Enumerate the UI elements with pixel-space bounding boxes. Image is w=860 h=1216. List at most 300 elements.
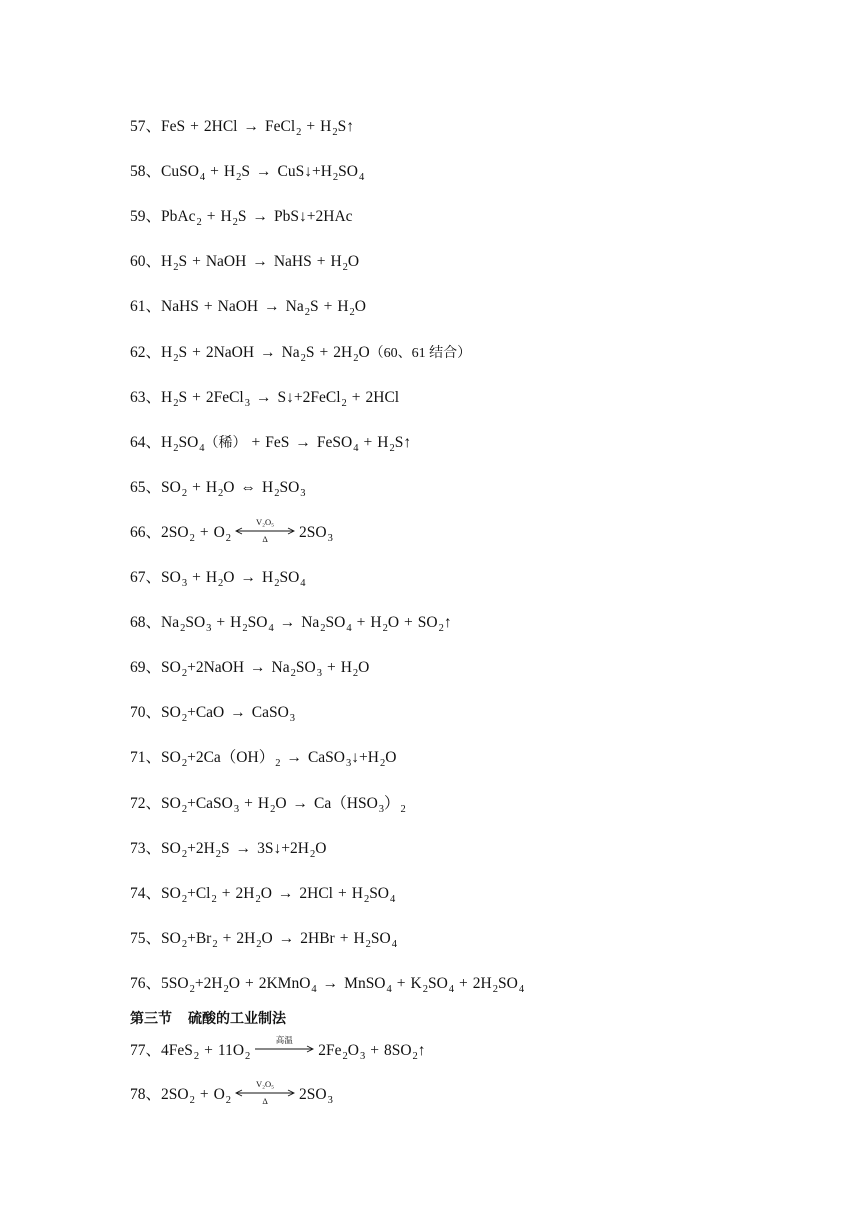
subscript: 2	[180, 623, 186, 635]
formula-text: Ca（HSO	[314, 794, 378, 812]
formula-text: O	[347, 253, 360, 271]
equation-row	[130, 518, 333, 548]
subscript: 2	[290, 668, 296, 680]
formula-text: PbS	[274, 208, 300, 226]
subscript: 2	[189, 983, 195, 995]
subscript: 2	[353, 352, 359, 364]
formula-text: +Cl	[187, 884, 211, 902]
subscript: 3	[327, 1095, 333, 1106]
formula-text: NaHS	[273, 253, 312, 271]
subscript: 2	[215, 848, 222, 860]
subscript: 4	[268, 623, 274, 635]
subscript: 2	[332, 172, 339, 184]
formula-text: 2SO	[299, 1086, 327, 1103]
formula-text: SO	[498, 974, 518, 992]
equation-number: 62、	[130, 343, 162, 361]
plus-sign: +	[190, 118, 199, 135]
formula-text: SO	[161, 478, 181, 496]
formula-text: 2KMnO	[258, 974, 311, 992]
formula-text: H	[161, 388, 173, 406]
formula-text: SO	[427, 974, 448, 992]
subscript: 2	[304, 307, 310, 319]
subscript: 2	[181, 668, 188, 680]
formula-text: ↓	[273, 839, 282, 857]
subscript: 2	[189, 1095, 195, 1106]
formula-text: SO	[370, 929, 391, 947]
formula-text: SO	[247, 614, 268, 632]
formula-text: O	[315, 839, 327, 857]
formula-text: O	[358, 659, 370, 677]
equation-number: 63、	[130, 388, 162, 406]
formula-text: H	[205, 569, 218, 586]
subscript: 4	[311, 983, 317, 995]
subscript: 4	[391, 938, 397, 950]
condition-top-label: 高温	[275, 1035, 293, 1046]
subscript: 3	[300, 487, 306, 499]
formula-text: +H	[359, 749, 379, 767]
reaction-arrow: →	[286, 749, 302, 767]
reaction-arrow: →	[256, 163, 272, 181]
subscript: 2	[189, 532, 195, 544]
formula-text: SO	[161, 929, 181, 947]
subscript: 2	[296, 127, 302, 138]
subscript: 3	[346, 758, 352, 770]
subscript: 2	[196, 217, 202, 229]
plus-sign: +	[210, 163, 219, 181]
equation-row	[130, 292, 366, 322]
subscript: 2	[492, 983, 498, 995]
formula-text: ↑	[346, 118, 354, 135]
formula-text: O	[260, 884, 272, 902]
equation-number: 75、	[130, 929, 162, 947]
formula-text: H	[370, 614, 382, 632]
reaction-condition-arrow	[235, 518, 295, 544]
subscript: 2	[352, 668, 359, 680]
equation-row	[130, 157, 364, 187]
formula-text: SO	[161, 839, 181, 857]
formula-text: SO	[279, 478, 300, 496]
subscript: 2	[389, 442, 395, 454]
subscript: 4	[300, 578, 306, 589]
subscript: 3	[181, 578, 188, 589]
subscript: 2	[400, 803, 406, 815]
subscript: 2	[274, 487, 280, 499]
plus-sign: +	[459, 974, 468, 992]
formula-text: 11O	[217, 1042, 245, 1059]
subscript: 3	[327, 532, 333, 544]
formula-text: NaHS	[161, 298, 199, 316]
formula-text: O	[228, 974, 240, 992]
plus-sign: +	[192, 478, 201, 496]
subscript: 2	[181, 893, 188, 905]
subscript: 2	[173, 397, 179, 409]
subscript: 2	[225, 1095, 232, 1106]
equation-row	[130, 834, 326, 864]
equation-number: 57、	[130, 118, 162, 135]
formula-text: NaOH	[205, 253, 247, 271]
equation-row	[130, 924, 397, 954]
subscript: 3	[206, 623, 212, 635]
plus-sign: +	[251, 433, 261, 451]
formula-text: MnSO	[344, 974, 386, 992]
subscript: 2	[181, 848, 188, 860]
plus-sign: +	[244, 974, 254, 992]
subscript: 2	[274, 578, 280, 589]
reaction-arrow: →	[279, 614, 296, 632]
subscript: 2	[193, 1051, 200, 1062]
formula-text: SO	[161, 569, 181, 586]
equation-row	[130, 879, 395, 909]
formula-text: O	[223, 569, 235, 586]
reaction-arrow: →	[252, 208, 269, 226]
formula-text: +2H	[281, 839, 309, 857]
reaction-condition-arrow	[254, 1036, 314, 1062]
subscript: 3	[244, 397, 250, 409]
reaction-arrow: →	[260, 343, 276, 361]
plus-sign: +	[306, 118, 316, 135]
formula-text: O	[387, 614, 400, 632]
subscript: 2	[379, 758, 386, 770]
subscript: 4	[448, 983, 455, 995]
plus-sign: +	[192, 388, 201, 406]
formula-text: 8SO	[383, 1042, 412, 1059]
plus-sign: +	[192, 343, 201, 361]
plus-sign: +	[337, 884, 347, 902]
subscript: 2	[309, 848, 316, 860]
formula-text: +2Ca（OH）	[187, 749, 275, 767]
reaction-arrow: →	[322, 974, 339, 992]
condition-bottom-label: Δ	[262, 1096, 268, 1107]
formula-text: FeS	[161, 118, 186, 135]
equation-row	[130, 1036, 426, 1066]
equation-row	[130, 383, 399, 413]
subscript: 2	[173, 262, 179, 274]
subscript: 3	[359, 1051, 366, 1062]
subscript: 4	[518, 983, 525, 995]
equation-row	[130, 338, 471, 368]
subscript: 2	[218, 487, 224, 499]
formula-text: 2H	[236, 929, 256, 947]
formula-text: S	[305, 343, 315, 361]
formula-text: O	[213, 523, 225, 541]
subscript: 2	[332, 127, 338, 138]
formula-text: ↓	[351, 749, 359, 767]
reaction-arrow: →	[243, 118, 259, 135]
formula-text: O	[213, 1086, 225, 1103]
reaction-condition-arrow	[235, 1080, 295, 1106]
formula-text: 2HCl	[203, 118, 238, 135]
subscript: 2	[242, 623, 248, 635]
subscript: 2	[181, 758, 188, 770]
subscript: 2	[255, 893, 261, 905]
subscript: 2	[256, 938, 262, 950]
plus-sign: +	[396, 974, 406, 992]
plus-sign: +	[222, 929, 232, 947]
formula-text: +Br	[187, 929, 212, 947]
subscript: 3	[378, 803, 385, 815]
formula-text: S	[241, 163, 250, 181]
formula-text: +2NaOH	[187, 659, 245, 677]
formula-text: CaSO	[307, 749, 345, 767]
formula-text: +CaO	[187, 704, 225, 722]
subscript: 2	[363, 893, 370, 905]
equation-number: 72、	[130, 794, 162, 812]
equation-number: 74、	[130, 884, 162, 902]
subscript: 2	[218, 578, 224, 589]
condition-bottom-label: Δ	[262, 534, 268, 545]
plus-sign: +	[203, 298, 213, 316]
formula-text: O	[223, 478, 235, 496]
subscript: 2	[181, 713, 188, 725]
subscript: 2	[211, 893, 217, 905]
subscript: 2	[181, 487, 188, 499]
formula-text: ↓	[299, 208, 307, 226]
formula-text: S	[277, 388, 287, 406]
plus-sign: +	[206, 208, 216, 226]
subscript: 2	[181, 803, 188, 815]
formula-text: H	[161, 343, 173, 361]
equation-row	[130, 473, 306, 503]
subscript: 2	[422, 983, 428, 995]
plus-sign: +	[316, 253, 326, 271]
formula-text: S	[178, 343, 188, 361]
formula-text: SO	[161, 749, 181, 767]
formula-text: 3S	[257, 839, 274, 857]
section-heading	[130, 1005, 286, 1033]
formula-text: 2H	[333, 343, 353, 361]
equation-number: 70、	[130, 704, 162, 722]
equation-row	[130, 653, 369, 683]
formula-text: 2HBr	[300, 929, 335, 947]
formula-text: SO	[178, 433, 199, 451]
equation-number: 65、	[130, 478, 162, 496]
subscript: 2	[173, 442, 179, 454]
formula-text: +2FeCl	[293, 388, 341, 406]
formula-text: +2H	[187, 839, 215, 857]
reaction-arrow: →	[230, 704, 246, 722]
plus-sign: +	[199, 1086, 209, 1103]
formula-text: 5SO	[161, 974, 189, 992]
condition-top-label: V₂O₅	[255, 517, 275, 528]
equation-row	[130, 789, 406, 819]
subscript: 2	[270, 803, 276, 815]
plus-sign: +	[221, 884, 231, 902]
formula-text: H	[161, 253, 173, 271]
formula-text: FeSO	[316, 433, 353, 451]
formula-text: ）	[384, 794, 400, 812]
subscript: 2	[232, 217, 238, 229]
equation-number: 60、	[130, 253, 162, 271]
formula-text: CuS	[277, 163, 305, 181]
annotation: （稀）	[204, 435, 247, 451]
subscript: 2	[438, 623, 444, 635]
formula-text: H	[320, 118, 332, 135]
formula-text: Na	[281, 343, 300, 361]
subscript: 2	[212, 938, 218, 950]
formula-text: S	[309, 298, 319, 316]
plus-sign: +	[339, 929, 349, 947]
formula-text: FeS	[265, 433, 290, 451]
subscript: 2	[341, 397, 347, 409]
reaction-arrow: →	[256, 388, 272, 406]
formula-text: SO	[185, 614, 206, 632]
subscript: 2	[245, 1051, 251, 1062]
formula-text: SO	[295, 659, 316, 677]
formula-text: ↓	[304, 163, 312, 181]
plus-sign: +	[323, 298, 333, 316]
subscript: 2	[181, 938, 188, 950]
plus-sign: +	[356, 614, 366, 632]
reaction-arrow: →	[295, 433, 311, 451]
plus-sign: +	[351, 388, 361, 406]
reaction-arrow: →	[240, 569, 256, 586]
subscript: 2	[275, 758, 281, 770]
formula-text: H	[340, 659, 352, 677]
formula-text: Na	[301, 614, 320, 632]
equation-row	[130, 743, 396, 773]
formula-text: ↑	[417, 1042, 426, 1059]
subscript: 4	[353, 442, 359, 454]
equation-row	[130, 202, 353, 232]
formula-text: +CaSO	[187, 794, 233, 812]
equation-row	[130, 698, 295, 728]
formula-text: +2H	[194, 974, 223, 992]
formula-text: S	[337, 118, 347, 135]
formula-text: H	[262, 478, 274, 496]
formula-text: Na	[271, 659, 290, 677]
equation-number: 69、	[130, 659, 162, 677]
subscript: 2	[225, 532, 232, 544]
formula-text: O	[275, 794, 287, 812]
plus-sign: +	[216, 614, 226, 632]
formula-text: ↓	[286, 388, 294, 406]
equation-number: 67、	[130, 569, 162, 586]
plus-sign: +	[199, 523, 209, 541]
plus-sign: +	[204, 1042, 213, 1059]
reaction-arrow: →	[264, 298, 280, 316]
equation-number: 68、	[130, 614, 162, 632]
reaction-arrow: →	[250, 659, 266, 677]
formula-text: SO	[369, 884, 390, 902]
plus-sign: +	[192, 569, 201, 586]
equation-number: 59、	[130, 208, 162, 226]
condition-top-label: V₂O₅	[255, 1079, 275, 1090]
subscript: 2	[223, 983, 229, 995]
equation-number: 58、	[130, 163, 162, 181]
equation-number: 66、	[130, 523, 162, 541]
subscript: 3	[316, 668, 322, 680]
formula-text: O	[347, 1042, 359, 1059]
reaction-arrow: →	[252, 253, 268, 271]
formula-text: SO	[161, 884, 181, 902]
subscript: 2	[365, 938, 371, 950]
arrow-line-icon	[254, 1045, 314, 1053]
formula-text: FeCl	[264, 118, 296, 135]
formula-text: O	[385, 749, 397, 767]
formula-text: 2Fe	[318, 1042, 342, 1059]
formula-text: H	[262, 569, 274, 586]
formula-text: S	[178, 253, 188, 271]
plus-sign: +	[363, 433, 373, 451]
formula-text: SO	[161, 704, 181, 722]
formula-text: H	[337, 298, 349, 316]
equation-row	[130, 563, 306, 593]
equation-row	[130, 969, 524, 999]
formula-text: H	[220, 208, 232, 226]
plus-sign: +	[192, 253, 201, 271]
formula-text: H	[223, 163, 236, 181]
formula-text: K	[410, 974, 422, 992]
formula-text: ↑	[443, 614, 452, 632]
formula-text: H	[230, 614, 242, 632]
section-label: 第三节	[130, 1011, 172, 1027]
formula-text: 2NaOH	[205, 343, 255, 361]
subscript: 2	[349, 307, 355, 319]
subscript: 4	[199, 442, 205, 454]
formula-text: H	[330, 253, 342, 271]
subscript: 2	[320, 623, 326, 635]
reaction-arrow: →	[235, 839, 252, 857]
subscript: 2	[173, 352, 179, 364]
formula-text: +2HAc	[306, 208, 353, 226]
equation-row	[130, 608, 452, 638]
subscript: 4	[199, 172, 206, 184]
formula-text: PbAc	[161, 208, 196, 226]
formula-text: H	[351, 884, 363, 902]
reaction-arrow: →	[278, 929, 295, 947]
section-title: 硫酸的工业制法	[188, 1011, 286, 1027]
formula-text: ↑	[403, 433, 412, 451]
formula-text: S	[237, 208, 247, 226]
formula-text: 2FeCl	[205, 388, 244, 406]
equation-row	[130, 1080, 333, 1110]
equation-number: 71、	[130, 749, 162, 767]
plus-sign: +	[244, 794, 253, 812]
formula-text: Na	[285, 298, 304, 316]
formula-text: S	[394, 433, 404, 451]
subscript: 4	[346, 623, 352, 635]
plus-sign: +	[319, 343, 329, 361]
formula-text: SO	[161, 659, 181, 677]
formula-text: 2SO	[161, 523, 189, 541]
reaction-arrow: →	[277, 884, 294, 902]
formula-text: O	[354, 298, 366, 316]
subscript: 3	[233, 803, 240, 815]
formula-text: H	[353, 929, 365, 947]
equation-number: 61、	[130, 298, 162, 316]
equation-number: 73、	[130, 839, 162, 857]
formula-text: S	[178, 388, 188, 406]
formula-text: H	[257, 794, 270, 812]
subscript: 2	[342, 262, 348, 274]
formula-text: H	[161, 433, 173, 451]
subscript: 2	[342, 1051, 348, 1062]
subscript: 2	[412, 1051, 418, 1062]
subscript: 2	[382, 623, 388, 635]
subscript: 2	[300, 352, 306, 364]
formula-text: 2SO	[161, 1086, 189, 1103]
formula-text: 2HCl	[299, 884, 333, 902]
equation-number: 78、	[130, 1086, 162, 1103]
subscript: 2	[236, 172, 242, 184]
formula-text: SO	[161, 794, 181, 812]
reaction-arrow: ⇔	[240, 478, 256, 496]
equation-row	[130, 428, 411, 458]
subscript: 4	[390, 893, 396, 905]
formula-text: NaOH	[217, 298, 259, 316]
formula-text: O	[358, 343, 370, 361]
annotation: （60、61 结合）	[369, 345, 472, 361]
